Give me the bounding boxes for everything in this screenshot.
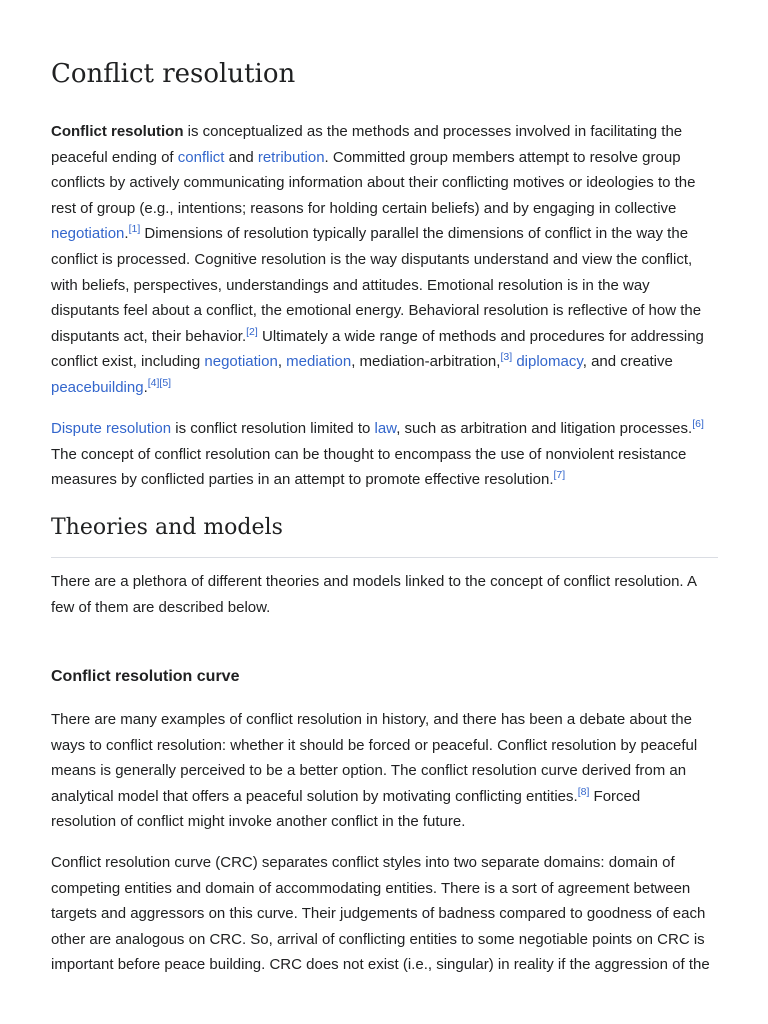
link-peacebuilding[interactable]: peacebuilding <box>51 378 144 396</box>
reference-6[interactable]: [6] <box>692 418 704 430</box>
text-span: measures by conflicted parties in an attempt to promote effective resolution. <box>51 471 554 489</box>
text-span: is conceptualized as the methods and processes involved in facilitating the <box>183 123 683 140</box>
text-span: . <box>143 378 148 396</box>
text-line: rest of group (e.g., intentions; reasons for holding certain beliefs) and by engaging in collective <box>51 199 677 217</box>
reference-8[interactable]: [8] <box>577 785 590 798</box>
text-line: conflict is processed. Cognitive resolution is the way disputants understand and view the conflict, <box>51 250 693 268</box>
text-span: , and creative <box>582 353 673 371</box>
text-span: Ultimately a wide range of methods and procedures for addressing <box>257 327 704 345</box>
reference-4-5[interactable]: [4][5] <box>147 376 172 389</box>
text-line: ways to conflict resolution: whether it should be forced or peaceful. Conflict resolution by peaceful <box>51 736 698 754</box>
text-span: Forced <box>589 787 641 805</box>
subsection-heading-curve: Conflict resolution curve <box>51 668 240 685</box>
theories-paragraph <box>51 569 718 620</box>
text-span: . Committed group members attempt to resolve group <box>324 148 681 166</box>
text-line <box>51 119 718 145</box>
link-retribution[interactable]: retribution <box>257 148 325 166</box>
link-mediation[interactable]: mediation <box>286 353 352 371</box>
link-conflict[interactable]: conflict <box>177 148 225 166</box>
text-line <box>51 467 718 493</box>
link-dispute-resolution[interactable]: Dispute resolution <box>51 420 172 437</box>
reference-3[interactable]: [3] <box>500 351 513 364</box>
text-line <box>51 324 718 350</box>
text-span: analytical model that offers a peaceful solution by motivating conflicting entities. <box>51 787 578 805</box>
link-diplomacy[interactable]: diplomacy <box>516 353 583 371</box>
text-span: Dimensions of resolution typically parallel the dimensions of conflict in the way the <box>140 225 689 243</box>
text-line: The concept of conflict resolution can be thought to encompass the use of nonviolent resistance <box>51 445 687 463</box>
text-line: There are many examples of conflict resolution in history, and there has been a debate about the <box>51 711 692 728</box>
text-line: few of them are described below. <box>51 598 271 616</box>
text-line <box>51 221 718 247</box>
text-span: peaceful ending of <box>51 148 178 166</box>
text-line <box>51 145 718 171</box>
text-span: and <box>224 148 258 166</box>
reference-1[interactable]: [1] <box>128 223 141 236</box>
text-line <box>51 375 718 401</box>
reference-2[interactable]: [2] <box>246 325 258 338</box>
curve-paragraph-2 <box>51 850 718 978</box>
link-negotiation[interactable]: negotiation <box>51 225 125 243</box>
text-line: Conflict resolution curve (CRC) separates conflict styles into two separate domains: domain of <box>51 854 675 871</box>
text-span: conflict exist, including <box>51 353 205 371</box>
text-line <box>51 349 718 375</box>
text-span: disputants act, their behavior. <box>51 327 247 345</box>
text-line: other are analogous on CRC. So, arrival of conflicting entities to some negotiable points on CRC is <box>51 930 705 948</box>
intro-paragraph-1 <box>51 119 718 401</box>
link-law[interactable]: law <box>374 420 397 437</box>
link-negotiation[interactable]: negotiation <box>204 353 278 371</box>
text-line: resolution of conflict might invoke another conflict in the future. <box>51 813 466 831</box>
text-line: conflicts by actively communicating information about their conflicting motives or ideologies to the <box>51 174 696 192</box>
text-line: important before peace building. CRC does not exist (i.e., singular) in reality if the aggression of the <box>51 956 710 974</box>
text-line <box>51 416 718 442</box>
text-line <box>51 784 718 810</box>
text-span: . <box>124 225 129 243</box>
text-span: , <box>277 353 287 371</box>
page-title: Conflict resolution <box>51 59 296 89</box>
intro-paragraph-2 <box>51 416 718 493</box>
section-divider <box>51 557 718 558</box>
section-heading-theories: Theories and models <box>51 515 283 540</box>
text-span: , such as arbitration and litigation processes. <box>396 420 693 437</box>
text-line: targets and aggressors on this curve. Their judgements of badness compared to goodness of each <box>51 905 706 923</box>
text-line: means is generally perceived to be a better option. The conflict resolution curve derived from an <box>51 762 687 780</box>
text-span: , mediation-arbitration, <box>351 353 501 371</box>
curve-paragraph-1 <box>51 707 718 835</box>
text-span: is conflict resolution limited to <box>171 420 375 437</box>
text-line: competing entities and domain of accommodating entities. There is a sort of agreement between <box>51 879 691 897</box>
bold-term: Conflict resolution <box>51 123 184 140</box>
text-line: with beliefs, perspectives, understandings and attitudes. Emotional resolution is in the way <box>51 276 650 294</box>
reference-7[interactable]: [7] <box>553 469 566 482</box>
text-line: There are a plethora of different theories and models linked to the concept of conflict resolution. A <box>51 573 697 590</box>
text-line: disputants feel about a conflict, the emotional energy. Behavioral resolution is reflective of how the <box>51 302 702 320</box>
